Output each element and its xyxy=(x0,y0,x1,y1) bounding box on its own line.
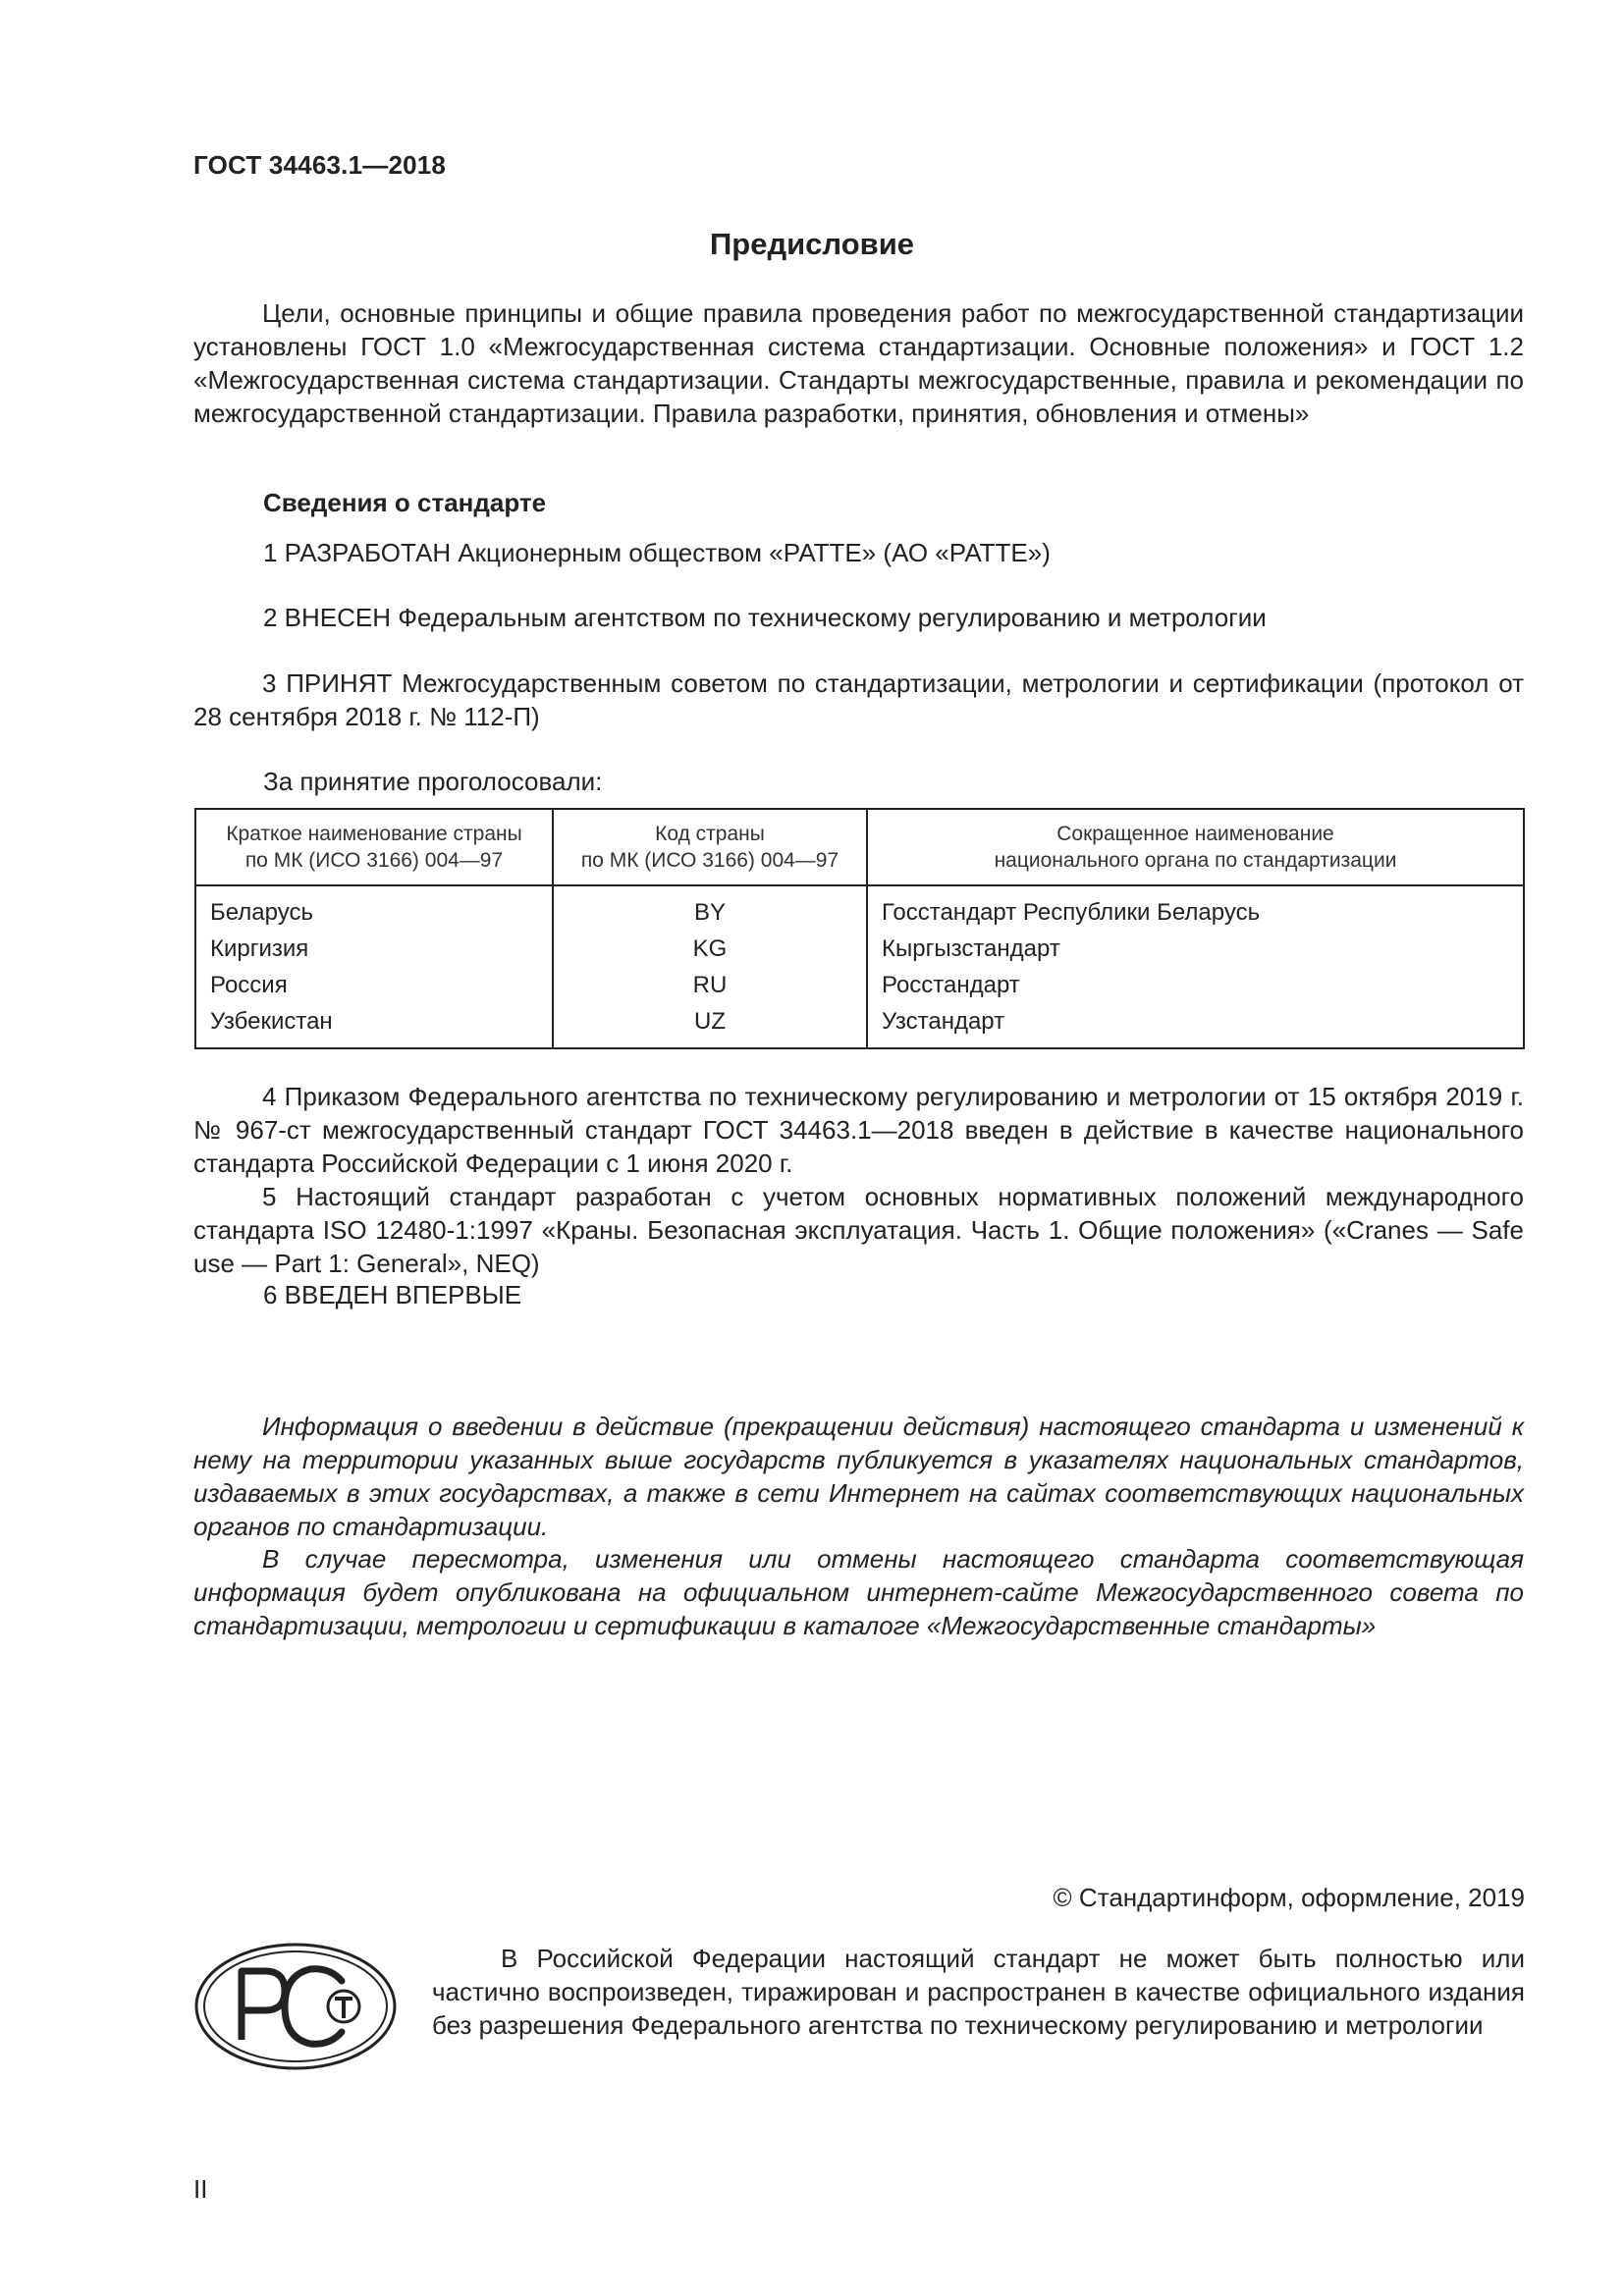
header-body xyxy=(867,809,1524,885)
page-number: II xyxy=(193,2174,208,2204)
body-cell: Росстандарт xyxy=(867,967,1524,1003)
code-cell: RU xyxy=(553,967,867,1003)
header-country-line2: по МК (ИСО 3166) 004—97 xyxy=(244,849,504,872)
table-row xyxy=(195,885,1524,931)
header-body-line2: национального органа по стандартизации xyxy=(994,849,1397,872)
info-item-6: 6 ВВЕДЕН ВПЕРВЫЕ xyxy=(263,1280,522,1309)
header-code-line1: Код страны xyxy=(655,823,765,845)
country-cell: Беларусь xyxy=(195,885,553,931)
header-country-line1: Краткое наименование страны xyxy=(226,823,522,845)
header-country xyxy=(195,809,553,885)
code-cell: BY xyxy=(553,885,867,931)
notice-paragraph-1: Информация о введении в действие (прекращении действия) настоящего стандарта и изменений к нему на территории указанных выше государств публикуется в указателях национальных стандартов, издаваемых в этих государствах, а также в сети Интернет на сайтах соответствующих национальных органов по стандартизации. xyxy=(193,1412,1524,1541)
header-code xyxy=(553,809,867,885)
table-row xyxy=(195,1003,1524,1048)
info-item-3: 3 ПРИНЯТ Межгосударственным советом по стандартизации, метрологии и сертификации (протокол от 28 сентября 2018 г. № 112-П) xyxy=(193,668,1524,731)
header-code-line2: по МК (ИСО 3166) 004—97 xyxy=(580,849,839,872)
table-row xyxy=(195,931,1524,967)
country-cell: Киргизия xyxy=(195,931,553,967)
rst-certification-mark-icon xyxy=(194,1942,397,2071)
body-cell: Узстандарт xyxy=(867,1003,1524,1048)
info-item-1: 1 РАЗРАБОТАН Акционерным обществом «РАТТЕ» (АО «РАТТЕ») xyxy=(263,538,1051,567)
page-title: Предисловие xyxy=(709,227,914,261)
info-item-5: 5 Настоящий стандарт разработан с учетом основных нормативных положений международного стандарта ISO 12480-1:1997 «Краны. Безопасная эксплуатация. Часть 1. Общие положения» («Cranes — Safe use — Part 1: General», NEQ) xyxy=(193,1182,1524,1278)
document-code-header: ГОСТ 34463.1—2018 xyxy=(193,150,447,180)
body-cell: Госстандарт Республики Беларусь xyxy=(867,885,1524,931)
info-heading: Сведения о стандарте xyxy=(263,488,547,517)
country-cell: Россия xyxy=(195,967,553,1003)
voting-table xyxy=(194,808,1525,1049)
rights-notice: В Российской Федерации настоящий стандарт не может быть полностью или частично воспроизведен, тиражирован и распространен в качестве официального издания без разрешения Федерального агентства по техническому регулированию и метрологии xyxy=(432,1944,1525,2040)
header-body-line1: Сокращенное наименование xyxy=(1056,823,1334,845)
intro-paragraph: Цели, основные принципы и общие правила проведения работ по межгосударственной стандартизации установлены ГОСТ 1.0 «Межгосударственная система стандартизации. Основные положения» и ГОСТ 1.2 «Межгосударственная система стандартизации. Стандарты межгосударственные, правила и рекомендации по межгосударственной стандартизации. Правила разработки, принятия, обновления и отмены» xyxy=(193,298,1524,428)
copyright-notice: © Стандартинформ, оформление, 2019 xyxy=(1053,1883,1525,1912)
info-item-4: 4 Приказом Федерального агентства по техническому регулированию и метрологии от 15 октября 2019 г. № 967-ст межгосударственный стандарт ГОСТ 34463.1—2018 введен в действие в качестве национального стандарта Российской Федерации с 1 июня 2020 г. xyxy=(193,1082,1524,1178)
code-cell: KG xyxy=(553,931,867,967)
code-cell: UZ xyxy=(553,1003,867,1048)
notice-paragraph-2: В случае пересмотра, изменения или отмены настоящего стандарта соответствующая информация будет опубликована на официальном интернет-сайте Межгосударственного совета по стандартизации, метрологии и сертификации в каталоге «Межгосударственные стандарты» xyxy=(193,1544,1524,1640)
body-cell: Кыргызстандарт xyxy=(867,931,1524,967)
voted-label: За принятие проголосовали: xyxy=(263,767,603,796)
table-row xyxy=(195,967,1524,1003)
info-item-2: 2 ВНЕСЕН Федеральным агентством по техническому регулированию и метрологии xyxy=(263,603,1267,632)
table-header-row xyxy=(195,809,1524,885)
country-cell: Узбекистан xyxy=(195,1003,553,1048)
